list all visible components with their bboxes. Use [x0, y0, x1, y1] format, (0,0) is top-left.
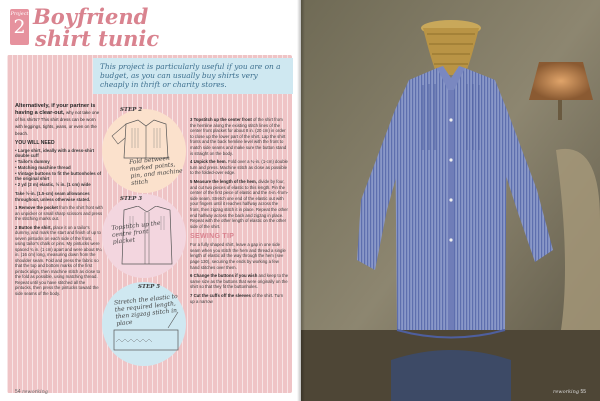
left-page-number: 54	[15, 389, 21, 395]
project-word: Project	[10, 11, 29, 17]
instruction-step	[190, 117, 289, 156]
title-line-2: shirt tunic	[35, 26, 160, 51]
instruction-step	[15, 225, 103, 297]
step-2-note: Fold between marked points, pin, and machine stitch	[128, 154, 184, 187]
step-text: of the shirt from the hemline along the existing stitch lines of the center front placket for about 8 in. (20 cm) in order to close up the lower part of the shirt. Lap the shirt fronts and the back hemline level with the front to match side seams and make sure the button stand is straight on the body.	[190, 117, 287, 156]
right-section-name: reworking	[552, 389, 580, 395]
materials-item: • Large shirt, ideally with a dress-shirt double cuff	[15, 147, 95, 159]
column-3	[190, 117, 289, 387]
step-text: Fold over a ¾-in. (1-cm) double turn and press. Machine stitch as close as possible to the folded-over edge.	[190, 159, 288, 176]
materials-list	[15, 148, 103, 189]
lead-bold: Alternatively, if your partner is having a clear-out,	[15, 103, 96, 116]
seam-allowance-note: Take ½-in. (1.5-cm) seam allowances throughout, unless otherwise stated.	[15, 191, 91, 202]
step-lead: 1 Remove the pocket	[15, 205, 58, 211]
page-gutter	[297, 0, 305, 401]
sewing-tip-text: For a fully shaped shirt, leave a gap in one side seam when you stitch the hem and thread a single length of elastic all the way through the hem (see page 130), securing the ends by working a few hand stitches over them.	[190, 242, 286, 270]
materials-item: • Vintage buttons to fit the buttonholes of the original shirt	[15, 170, 102, 182]
you-will-need-heading: YOU WILL NEED	[15, 140, 55, 146]
intro-text: This project is particularly useful if you are on a budget, as you can usually buy shirts very cheaply in thrift or charity stores.	[100, 62, 281, 90]
project-number: 2	[13, 16, 26, 38]
left-section-name: reworking	[21, 389, 49, 395]
lead-rest: why not take one of his shirts? This shirt dress can be worn with leggings, tights, jeans, or even on the beach.	[15, 110, 100, 136]
sewing-tip-heading: SEWING TIP	[190, 233, 235, 241]
right-folio	[553, 389, 586, 395]
column-1	[15, 103, 103, 383]
step-lead: 3 Topstitch up the center front	[190, 117, 252, 122]
step-3-note: Topstitch up the centre front placket	[111, 219, 161, 246]
step-2-label: STEP 2	[120, 107, 143, 113]
step-5-note: Stretch the elastic to the required length, then zigzag stitch in place	[113, 292, 179, 328]
step-lead: 6 Change the buttons if you wish	[190, 273, 258, 279]
intro-box	[93, 58, 293, 94]
step-lead: 4 Unpick the hem.	[190, 159, 227, 165]
left-folio	[15, 389, 48, 395]
title-line-1: Boyfriend	[33, 4, 149, 29]
instruction-step	[190, 293, 289, 304]
shirt-on-dummy-photo	[301, 0, 600, 401]
page-title	[33, 6, 159, 50]
right-page-number: 55	[580, 389, 586, 395]
project-badge	[10, 9, 29, 45]
instruction-step	[190, 179, 289, 229]
materials-item: • 2 yd (2 m) elastic, ½ in. (1 cm) wide	[15, 182, 91, 188]
instruction-step	[15, 205, 103, 222]
step-text: divide by four, and cut two pieces of elastic to this length. Pin the center of the first piece of elastic and the 4-in.-from-side seam. Stretch one end of the elastic out with your fingers until it reaches halfway across the front, then zigzag stitch it in place. Repeat the other end halfway across the back and zigzag in place. Repeat with the other length of elastic on the other side of the shirt.	[190, 178, 289, 229]
instruction-step	[190, 273, 289, 290]
instruction-step	[190, 159, 289, 176]
lead-paragraph	[15, 103, 103, 138]
step-lead: 2 Button the shirt,	[15, 224, 52, 230]
right-page-photo	[301, 0, 600, 401]
materials-item: • Matching machine thread	[15, 164, 71, 170]
step-text: of the shirt. Turn up a narrow	[190, 293, 284, 304]
step-5-label: STEP 5	[138, 284, 161, 290]
step-text: place it on a tailor's dummy, and mark the start and finish of up to seven pintucks on each side of the front, using tailor's chalk or pins. My pintucks were spaced ¾ in. (1 cm) apart and were about 6¼ in. (16 cm) long, measuring down from the shoulder seam. Fold and press the fabric so that the top and bottom marks of the first pintuck align, then machine stitch as close to the fold as possible, using matching thread. Repeat until you have stitched all the pintucks, then press the pintucks toward the side seams of the body.	[15, 224, 102, 296]
step-3-label: STEP 3	[120, 196, 143, 202]
step-text: from the shirt front with an unpicker or small sharp scissors and press the stitching marks out.	[15, 205, 103, 222]
step-lead: 5 Measure the length of the hem,	[190, 178, 257, 184]
materials-item: • Tailor's dummy	[15, 159, 50, 165]
step-text: and keep to the same size as the buttons that were originally on the shirt so that they fit the buttonholes.	[190, 273, 289, 290]
step-lead: 7 Cut the cuffs off the sleeves	[190, 293, 251, 299]
